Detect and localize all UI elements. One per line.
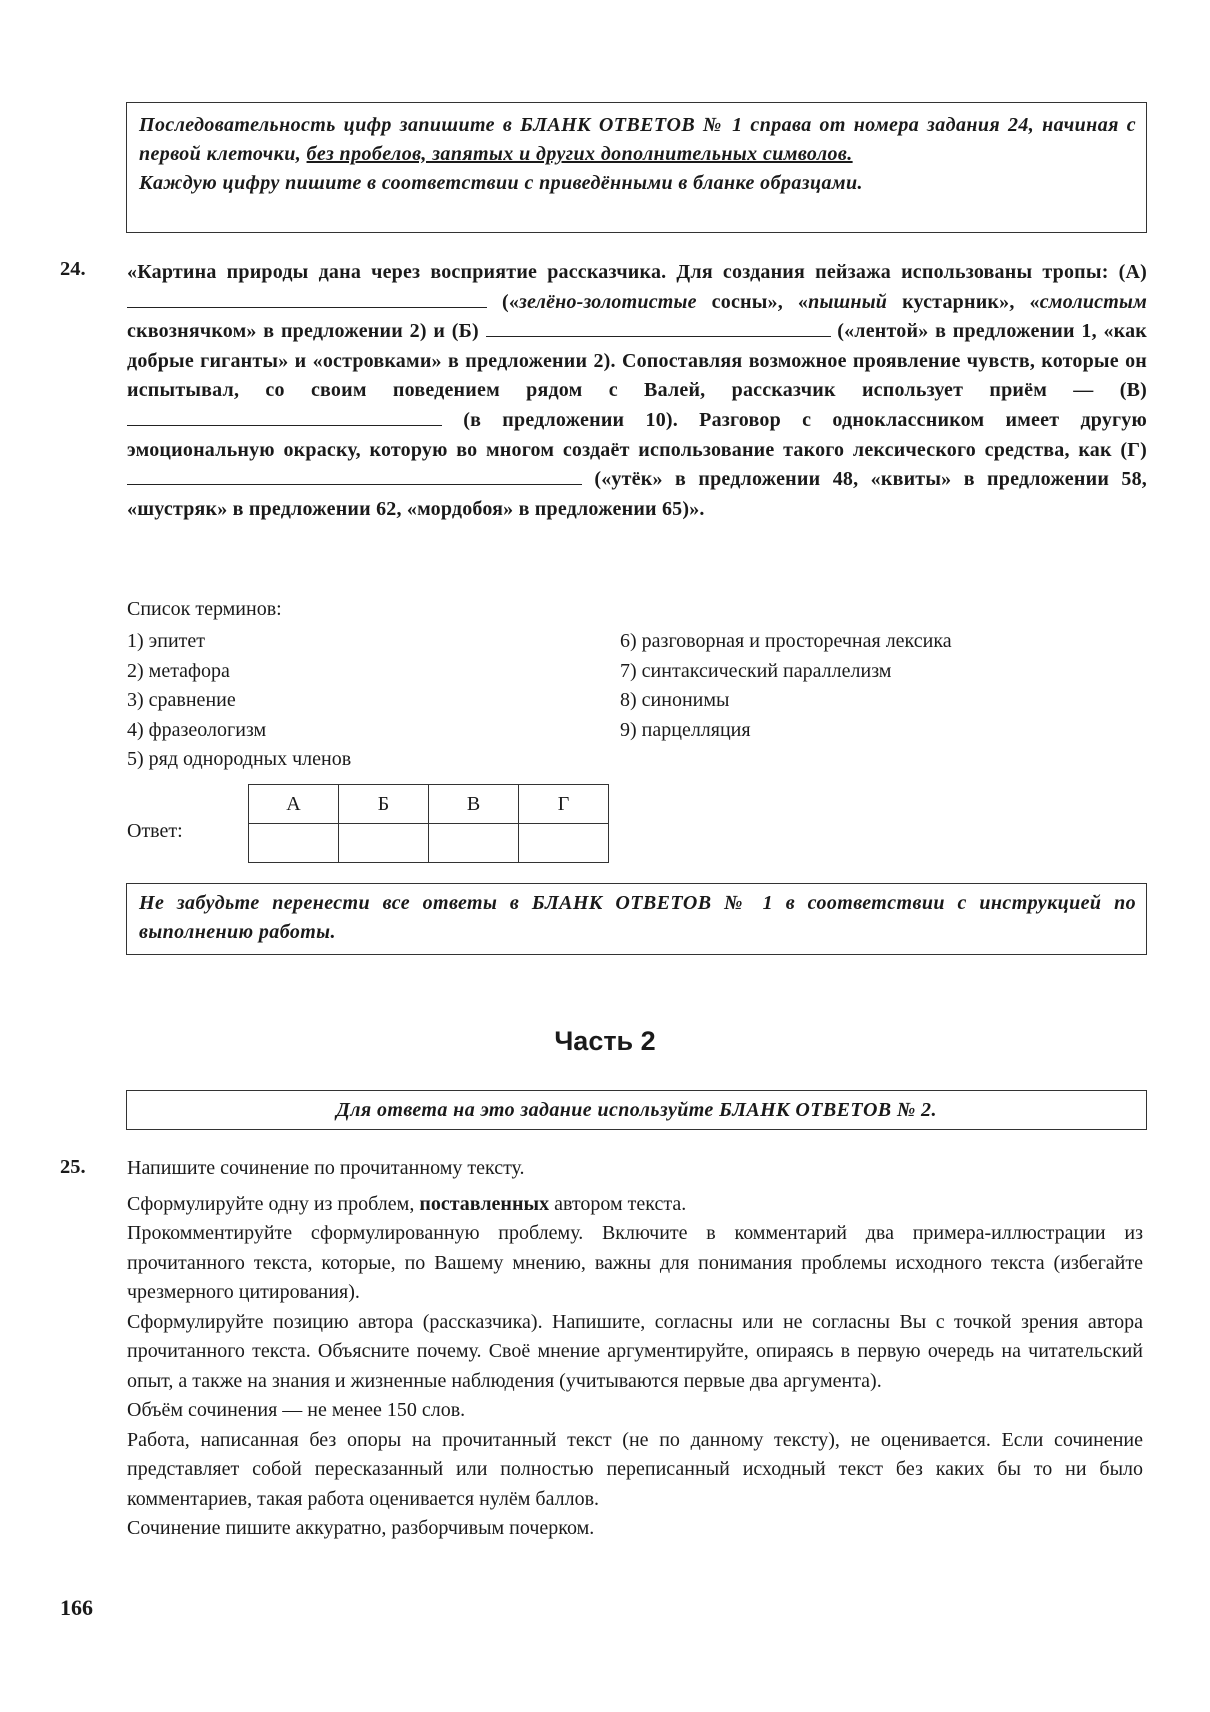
instruction-line2: Каждую цифру пишите в соответствии с приведёнными в бланке образцами. <box>139 172 863 194</box>
blank-v <box>127 407 442 426</box>
task-24-s2: (« <box>501 290 520 313</box>
term-item: 2) метафора <box>127 659 230 682</box>
reminder-text: Не забудьте перенести все ответы в БЛАНК ОТВЕТОВ № 1 в соответствии с инструкцией по выполнению работы. <box>139 892 1136 943</box>
task-24-s5: пышный <box>808 290 888 313</box>
task-25-p2a: Сформулируйте одну из проблем, <box>127 1192 420 1215</box>
task-24-s6: кустарник», « <box>887 290 1040 313</box>
instruction-text <box>139 111 1136 169</box>
task-25-p1: Напишите сочинение по прочитанному тексту. <box>127 1157 525 1179</box>
answer-cell-g[interactable] <box>519 824 609 863</box>
term-item: 8) синонимы <box>620 689 730 711</box>
task-25-p5: Объём сочинения — не менее 150 слов. <box>127 1399 466 1421</box>
answer-label: Ответ: <box>127 820 183 842</box>
task-25-p3: Прокомментируйте сформулированную проблему. Включите в комментарий два примера-иллюстрации из прочитанного текста, которые, по Вашему мнению, важны для понимания проблемы исходного текста (избегайте чрезмерного цитирования). <box>127 1222 1143 1303</box>
page-number: 166 <box>60 1595 93 1620</box>
reminder-box <box>126 883 1147 955</box>
task-25-p7: Сочинение пишите аккуратно, разборчивым почерком. <box>127 1517 595 1539</box>
term-item: 1) эпитет <box>127 630 206 652</box>
task-25-p2b: поставленных <box>419 1192 550 1215</box>
task-25-text <box>127 1154 1143 1544</box>
instruction-part1: Последовательность цифр запишите в БЛАНК ОТВЕТОВ № 1 справа от номера задания 24, начиная с первой клеточки, <box>139 114 1136 165</box>
instruction-underlined: без пробелов, запятых и других дополнительных символов. <box>306 143 853 165</box>
task-25-p6: Работа, написанная без опоры на прочитанный текст (не по данному тексту), не оценивается. Если сочинение представляет собой пересказанный или полностью переписанный исходный текст без каких бы то ни было комментариев, такая работа оценивается нулём баллов. <box>127 1428 1143 1510</box>
task-24-text <box>127 258 1147 524</box>
task-24-s9: («лентой» в предложении 1, «как добрые гиганты» и «островками» в предложении 2). Сопоставляя возможное проявление чувств, которые он испытывал, со своим поведением рядом с Валей, рассказчик использует приём — (В) <box>127 320 1147 402</box>
term-item: 6) разговорная и просторечная лексика <box>620 630 952 652</box>
task-24-s4: сосны», « <box>696 290 809 313</box>
task-24-s3: зелёно-золотистые <box>519 290 697 313</box>
answer-header-g: Г <box>519 785 609 824</box>
term-item: 7) синтаксический параллелизм <box>620 659 892 682</box>
task-24-s11: («утёк» в предложении 48, «квиты» в предложении 58, «шустряк» в предложении 62, «мордобоя» в предложении 65)». <box>127 468 1147 520</box>
task-25-p4: Сформулируйте позицию автора (рассказчика). Напишите, согласны или не согласны Вы с точкой зрения автора прочитанного текста. Объясните почему. Своё мнение аргументируйте, опираясь в первую очередь на читательский опыт, а также на знания и жизненные наблюдения (учитываются первые два аргумента). <box>127 1310 1143 1392</box>
task-24-s1: «Картина природы дана через восприятие рассказчика. Для создания пейзажа использованы тропы: (А) <box>127 261 1147 283</box>
task-24-s10: (в предложении 10). Разговор с одноклассником имеет другую эмоциональную окраску, которую во многом создаёт использование такого лексического средства, как (Г) <box>127 408 1147 461</box>
answer-cell-b[interactable] <box>339 824 429 863</box>
terms-right-column <box>620 627 952 745</box>
task-25-p2 <box>127 1190 1143 1220</box>
answer-header-b: Б <box>339 785 429 824</box>
part-2-instruction-box <box>126 1090 1147 1130</box>
answer-cell-a[interactable] <box>249 824 339 863</box>
part-2-title: Часть 2 <box>554 1026 656 1056</box>
part-2-instruction: Для ответа на это задание используйте БЛАНК ОТВЕТОВ № 2. <box>336 1099 937 1121</box>
term-item: 5) ряд однородных членов <box>127 748 352 770</box>
term-item: 9) парцелляция <box>620 718 751 741</box>
task-24-number: 24. <box>60 258 86 280</box>
term-item: 4) фразеологизм <box>127 718 267 741</box>
answer-cell-v[interactable] <box>429 824 519 863</box>
task-24-s8: сквознячком» в предложении 2) и (Б) <box>127 320 479 343</box>
blank-a <box>127 289 487 308</box>
term-item: 3) сравнение <box>127 689 236 711</box>
instruction-box <box>126 102 1147 233</box>
terms-left-column <box>127 627 351 775</box>
answer-table <box>248 784 609 863</box>
task-25-p2c: автором текста. <box>549 1192 687 1215</box>
task-25-number: 25. <box>60 1156 86 1178</box>
blank-g <box>127 466 582 485</box>
terms-title: Список терминов: <box>127 598 282 620</box>
task-24-s7: смолистым <box>1039 290 1147 313</box>
blank-b <box>486 318 831 337</box>
answer-header-a: А <box>249 785 339 824</box>
answer-header-v: В <box>429 785 519 824</box>
